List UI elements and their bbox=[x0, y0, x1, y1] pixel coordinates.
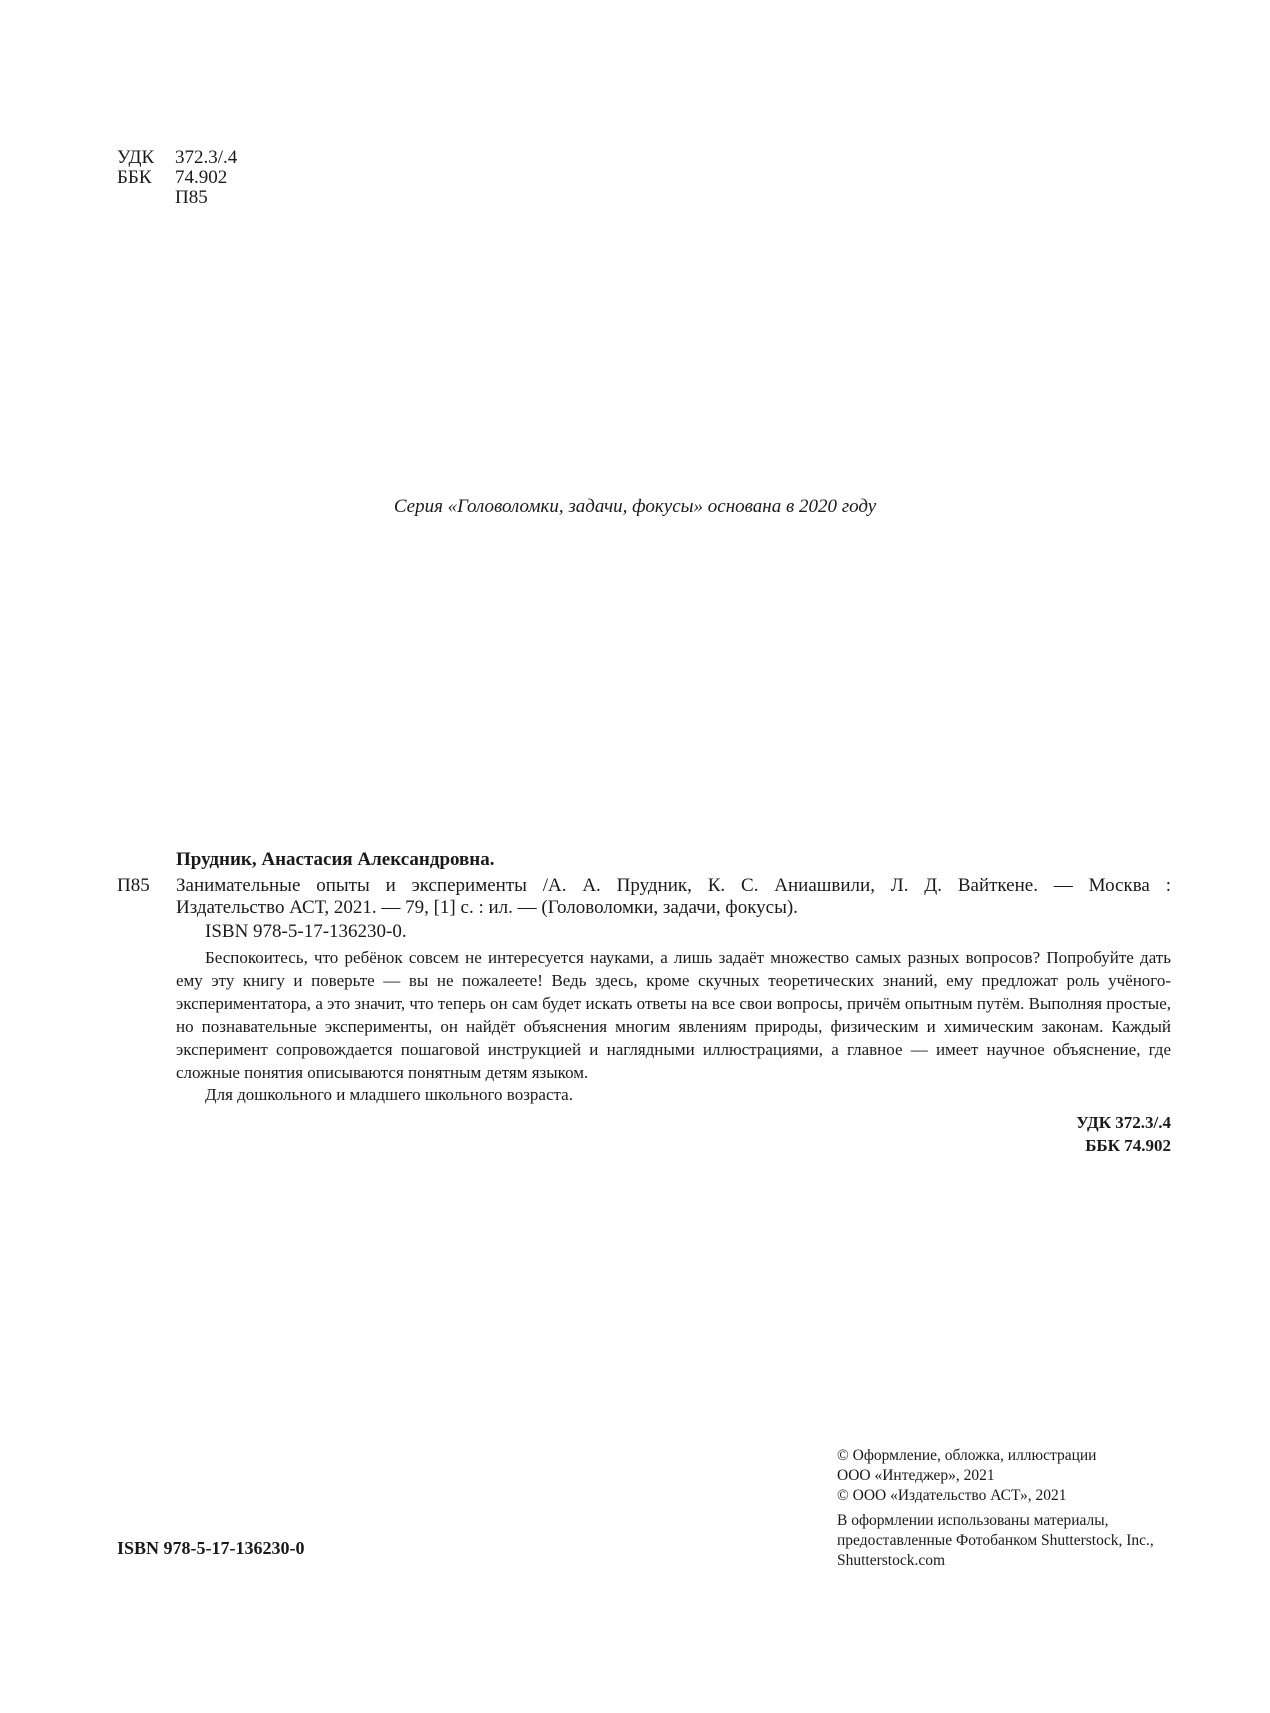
series-line: Серия «Головоломки, задачи, фокусы» основана в 2020 году bbox=[393, 496, 877, 517]
codes-right bbox=[1076, 1111, 1171, 1157]
udk-row bbox=[117, 148, 237, 168]
bbk-right: ББК 74.902 bbox=[1085, 1136, 1171, 1155]
copyright-line-6: Shutterstock.com bbox=[837, 1552, 946, 1569]
copyright-line-4: В оформлении использованы материалы, bbox=[837, 1512, 1109, 1529]
isbn-inline: ISBN 978-5-17-136230-0. bbox=[205, 921, 407, 942]
udk-label: УДК bbox=[117, 147, 155, 168]
udk-value: 372.3/.4 bbox=[175, 147, 238, 168]
isbn-bottom: ISBN 978-5-17-136230-0 bbox=[117, 1538, 305, 1558]
annotation: Беспокоитесь, что ребёнок совсем не интересуется науками, а лишь задаёт множество самых разных вопросов? Попробуйте дать ему эту книгу и поверьте — вы не пожалеете! Ведь здесь, кроме скучных теоретических знаний, ему предложат роль учёного-экспериментатора, а это значит, что теперь он сам будет искать ответы на все свои вопросы, причём опытным путём. Выполняя простые, но познавательные эксперименты, он найдёт объяснения многим явлениям природы, физическим и химическим законам. Каждый эксперимент сопровождается пошаговой инструкцией и наглядными иллюстрациями, а главное — имеет научное объяснение, где сложные понятия описываются понятным детям языком. bbox=[176, 948, 1171, 1082]
title-line: Занимательные опыты и эксперименты /А. А. Прудник, К. С. Аниашвили, Л. Д. Вайткене. — Москва : bbox=[176, 875, 1171, 896]
author-heading: Прудник, Анастасия Александровна. bbox=[176, 849, 495, 870]
bbk-label: ББК bbox=[117, 167, 152, 188]
publisher-line: Издательство АСТ, 2021. — 79, [1] с. : ил. — (Головоломки, задачи, фокусы). bbox=[176, 897, 798, 918]
udk-right: УДК 372.3/.4 bbox=[1076, 1113, 1171, 1132]
copyright-line-5: предоставленные Фотобанком Shutterstock, Inc., bbox=[837, 1532, 1154, 1549]
copyright-line-3: © ООО «Издательство АСТ», 2021 bbox=[837, 1487, 1067, 1504]
author-mark-left: П85 bbox=[117, 875, 150, 896]
copyright-block bbox=[837, 1446, 1154, 1571]
age-line: Для дошкольного и младшего школьного возраста. bbox=[205, 1085, 573, 1104]
bbk-row bbox=[117, 168, 227, 188]
copyright-line-2: ООО «Интеджер», 2021 bbox=[837, 1467, 995, 1484]
bbk-value: 74.902 bbox=[175, 167, 228, 188]
copyright-line-1: © Оформление, обложка, иллюстрации bbox=[837, 1447, 1097, 1464]
author-mark-row bbox=[117, 188, 208, 208]
author-mark-top: П85 bbox=[175, 187, 208, 208]
